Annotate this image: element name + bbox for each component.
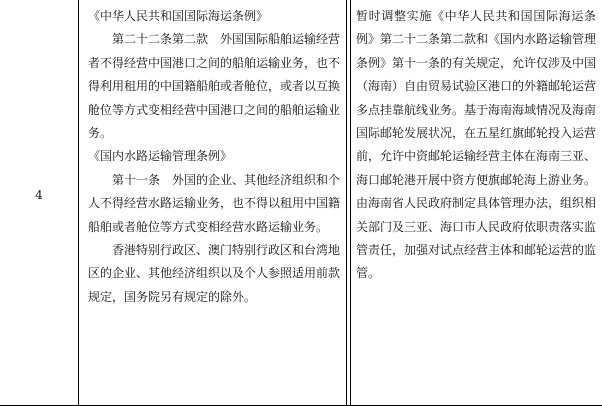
regulation-title: 《国内水路运输管理条例》 [88,149,233,164]
regulation-title: 《中华人民共和国国际海运条例》 [88,9,269,23]
row-number: 4 [35,188,43,202]
adjustment-cell [356,5,596,286]
regulation-clause: 第二十二条第二款 外国国际船舶运输经营者不得经营中国港口之间的船舶运输业务，也不得利用租用的中国籍船舶或者舱位，或者以互换舱位等方式变相经营中国港口之间的船舶运输业务。 [88,32,341,141]
column-divider [78,0,79,405]
adjustment-text: 暂时调整实施《中华人民共和国国际海运条例》第二十二条第二款和《国内水路运输管理条例》第十一条的有关规定，允许仅涉及中国（海南）自由贸易试验区港口的外籍邮轮运营多点挂靠航线业务。基于海南海域情况及海南国际邮轮发展状况，在五星红旗邮轮投入运营前，允许中资邮轮运输经营主体在海南三亚、海口邮轮港开展中资方便旗邮轮海上游业务。由海南省人民政府制定具体管理办法，组织相关部门及三亚、海口市人民政府依职责落实监管责任，加强对试点经营主体和邮轮运营的监管。 [356,9,597,281]
current-provisions-cell [88,5,340,309]
column-divider [350,0,351,405]
regulation-clause: 第十一条 外国的企业、其他经济组织和个人不得经营水路运输业务，也不得以租用中国籍船舶或者舱位等方式变相经营水路运输业务。 [88,172,341,234]
column-divider [346,0,347,405]
regulation-clause: 香港特别行政区、澳门特别行政区和台湾地区的企业、其他经济组织以及个人参照适用前款规定，国务院另有规定的除外。 [88,243,341,304]
